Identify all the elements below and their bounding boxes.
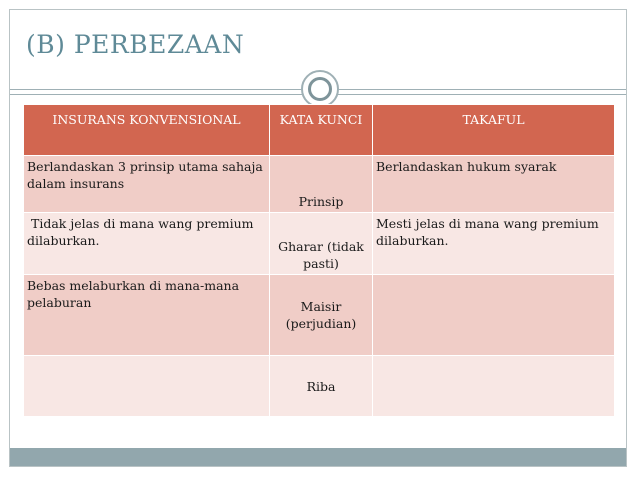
header-takaful: TAKAFUL xyxy=(373,105,615,156)
cell-kata-kunci: Gharar (tidak pasti) xyxy=(270,213,373,275)
table-row xyxy=(24,275,615,356)
cell-insurans: Tidak jelas di mana wang premium dilaburkan. xyxy=(24,213,270,275)
footer-bar xyxy=(10,448,626,466)
circle-emblem-icon xyxy=(301,70,339,108)
table-header-row xyxy=(24,105,615,156)
slide-title: (B) PERBEZAAN xyxy=(26,30,245,59)
cell-takaful xyxy=(373,275,615,356)
cell-insurans: Berlandaskan 3 prinsip utama sahaja dalam insurans xyxy=(24,156,270,213)
table-row xyxy=(24,156,615,213)
cell-kata-kunci: Prinsip xyxy=(270,156,373,213)
header-insurans: INSURANS KONVENSIONAL xyxy=(24,105,270,156)
table-row xyxy=(24,213,615,275)
comparison-table xyxy=(23,104,615,417)
cell-takaful: Mesti jelas di mana wang premium dilaburkan. xyxy=(373,213,615,275)
cell-insurans xyxy=(24,356,270,417)
cell-takaful: Berlandaskan hukum syarak xyxy=(373,156,615,213)
header-kata-kunci: KATA KUNCI xyxy=(270,105,373,156)
table-row xyxy=(24,356,615,417)
cell-insurans: Bebas melaburkan di mana-mana pelaburan xyxy=(24,275,270,356)
cell-kata-kunci: Riba xyxy=(270,356,373,417)
cell-takaful xyxy=(373,356,615,417)
cell-kata-kunci: Maisir (perjudian) xyxy=(270,275,373,356)
